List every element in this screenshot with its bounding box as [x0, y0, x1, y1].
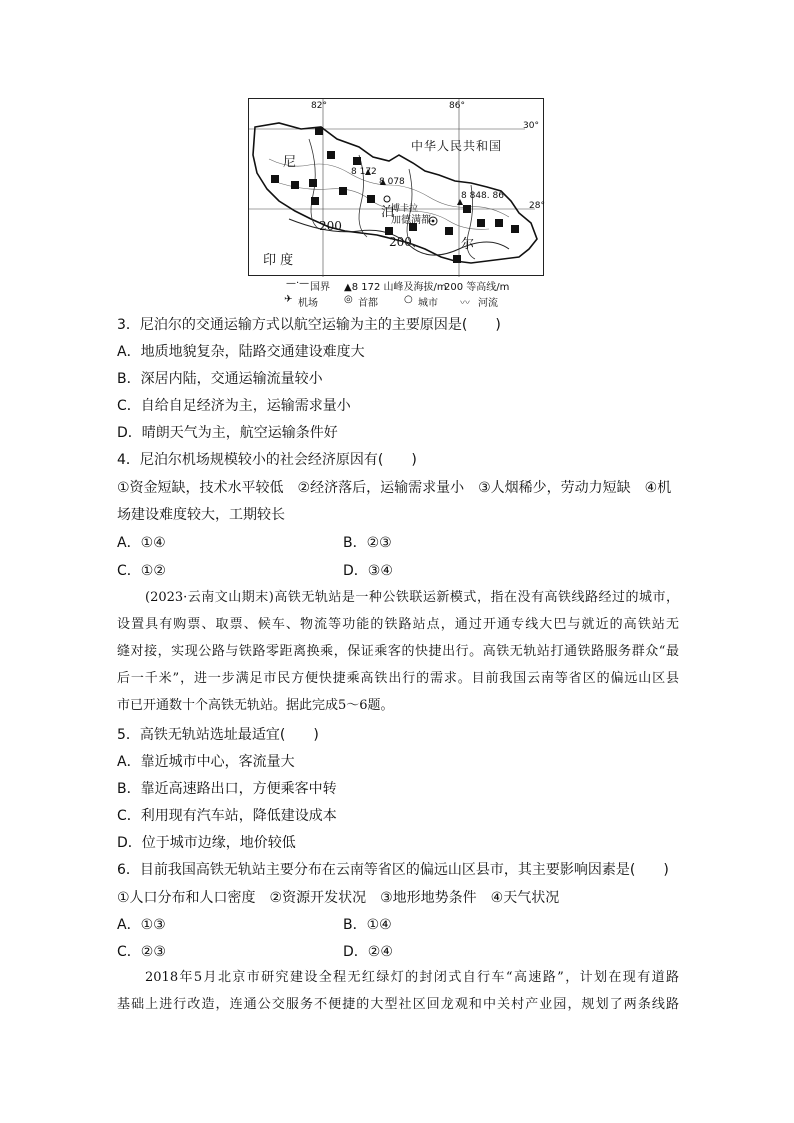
nepal-label-2: 泊 — [381, 205, 395, 220]
q6-stem: 6．目前我国高铁无轨站主要分布在云南等省区的偏远山区县市，其主要影响因素是( ) — [117, 862, 669, 878]
legend-peak-label: ▲8 172 山峰及海拔/m — [344, 282, 447, 293]
legend-river-label: 河流 — [478, 298, 498, 309]
legend-city-label: 城市 — [418, 298, 438, 309]
q5-stem: 5．高铁无轨站选址最适宜( ) — [117, 727, 319, 743]
longitude-86-label: 86° — [449, 101, 465, 111]
q6-option-b: B．①④ — [343, 917, 392, 933]
passage-1-line: 市已开通数十个高铁无轨站。据此完成5～6题。 — [117, 698, 394, 713]
q6-option-a: A．①③ — [117, 917, 166, 933]
city-legend-icon: ○ — [404, 294, 413, 305]
passage-2 — [117, 964, 679, 1018]
contour-label-2: 200 — [389, 235, 412, 249]
airport-icon — [339, 187, 347, 195]
river-legend-icon: 〰 — [460, 298, 470, 309]
airport-icon — [327, 151, 335, 159]
q4-option-a: A．①④ — [117, 535, 166, 551]
passage-1-line: 设置具有购票、取票、候车、物流等功能的铁路站点，通过开通专线大巴与就近的高铁站无 — [117, 617, 679, 632]
china-label: 中华人民共和国 — [411, 139, 503, 153]
nepal-map-figure — [248, 98, 544, 308]
nepal-label-1: 尼 — [283, 155, 297, 170]
passage-2-line: 2018年5月北京市研究建设全程无红绿灯的封闭式自行车“高速路”，计划在现有道路 — [145, 970, 679, 985]
q6-option-c: C．②③ — [117, 944, 166, 960]
latitude-28-label: 28° — [529, 201, 545, 211]
airport-icon — [445, 227, 453, 235]
airport-icon — [511, 225, 519, 233]
passage-2-line: 基础上进行改造，连通公交服务不便捷的大型社区回龙观和中关村产业园，规划了两条线路 — [117, 997, 679, 1012]
q4-option-c: C．①② — [117, 563, 166, 579]
q4-option-b: B．②③ — [343, 535, 392, 551]
latitude-30-label: 30° — [523, 121, 539, 131]
kathmandu-label: 加德满都 — [391, 215, 431, 226]
q3-option-d: D．晴朗天气为主，航空运输条件好 — [117, 425, 338, 441]
passage-1-line: 后一千米”，进一步满足市民方便快捷乘高铁出行的需求。目前我国云南等省区的偏远山区县 — [117, 671, 679, 686]
passage-1-line: 缝对接，实现公路与铁路零距离换乘，保证乘客的快捷出行。高铁无轨站打通铁路服务群众“最 — [117, 644, 679, 659]
q4-items-line2: 场建设难度较大，工期较长 — [117, 507, 285, 523]
map-drawing — [249, 99, 545, 277]
peak-3-label: 8 848. 86 — [461, 191, 504, 201]
legend-contour-label: 200 等高线/m — [444, 282, 510, 293]
capital-legend-icon: ◎ — [344, 294, 353, 305]
legend-airport-label: 机场 — [298, 298, 318, 309]
airport-icon — [353, 157, 361, 165]
q4-items-line1: ①资金短缺，技术水平较低 ②经济落后，运输需求量小 ③人烟稀少，劳动力短缺 ④机 — [117, 480, 672, 496]
map-frame — [248, 98, 544, 276]
airport-icon — [453, 255, 461, 263]
airport-icon — [271, 175, 279, 183]
q3-option-a: A．地质地貌复杂，陆路交通建设难度大 — [117, 344, 365, 360]
q5-option-c: C．利用现有汽车站，降低建设成本 — [117, 808, 337, 824]
q4-option-d: D．③④ — [343, 563, 393, 579]
airport-icon — [477, 219, 485, 227]
legend-border-label: 国界 — [310, 282, 330, 293]
legend-border-swatch: —·— — [286, 278, 310, 289]
airport-icon — [495, 219, 503, 227]
passage-1 — [117, 584, 679, 719]
capital-dot-icon — [432, 220, 435, 223]
peak-2-label: 8 078 — [379, 177, 405, 187]
q5-option-b: B．靠近高速路出口，方便乘客中转 — [117, 781, 337, 797]
india-label: 印 度 — [263, 253, 294, 268]
q6-option-d: D．②④ — [343, 944, 393, 960]
passage-1-line: (2023·云南文山期末)高铁无轨站是一种公铁联运新模式，指在没有高铁线路经过的城市， — [145, 590, 679, 605]
q5-option-a: A．靠近城市中心，客流量大 — [117, 754, 295, 770]
airport-icon — [311, 197, 319, 205]
legend-capital-label: 首都 — [358, 298, 378, 309]
q6-items: ①人口分布和人口密度 ②资源开发状况 ③地形地势条件 ④天气状况 — [117, 890, 560, 906]
airport-icon — [315, 127, 323, 135]
map-legend-row-2 — [248, 294, 544, 308]
q3-option-b: B．深居内陆，交通运输流量较小 — [117, 371, 323, 387]
map-legend-row-1 — [248, 278, 544, 292]
airport-icon — [385, 227, 393, 235]
q3-option-c: C．自给自足经济为主，运输需求量小 — [117, 398, 351, 414]
pokhara-label: 博卡拉 — [391, 204, 419, 214]
airport-icon — [309, 179, 317, 187]
nepal-label-3: 尔 — [461, 237, 475, 252]
contour-label-1: 200 — [319, 219, 342, 233]
airport-legend-icon: ✈ — [284, 294, 293, 305]
q3-stem: 3．尼泊尔的交通运输方式以航空运输为主的主要原因是( ) — [117, 317, 501, 333]
airport-icon — [367, 195, 375, 203]
airport-icon — [291, 181, 299, 189]
q4-stem: 4．尼泊尔机场规模较小的社会经济原因有( ) — [117, 452, 417, 468]
q5-option-d: D．位于城市边缘，地价较低 — [117, 835, 296, 851]
longitude-82-label: 82° — [311, 101, 327, 111]
peak-1-label: 8 172 — [351, 167, 377, 177]
airport-icon — [463, 205, 471, 213]
